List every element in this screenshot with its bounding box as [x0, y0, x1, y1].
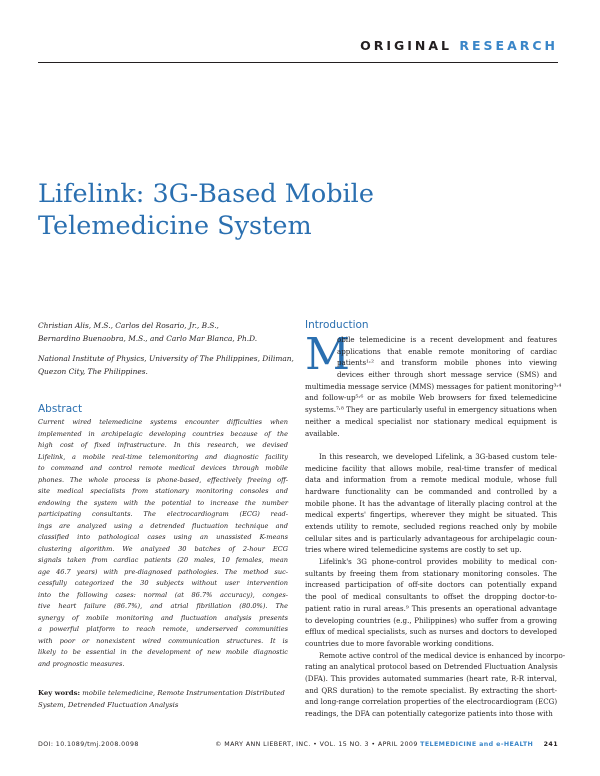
authors-line-2: Bernardino Buenaobra, M.S., and Carlo Mar Blanca, Ph.D.	[38, 333, 258, 343]
introduction-line: mobile phone. It has the advantage of literally placing control at the	[305, 498, 557, 508]
section-label	[360, 38, 558, 53]
abstract-line: participating consultants. The electrocardiogram (ECG) read-	[38, 510, 288, 518]
introduction-line: cellular sites and is particularly advantageous for archipelagic coun-	[305, 533, 557, 543]
introduction-line: and QRS duration) to the remote specialist. By extracting the short-	[305, 685, 557, 695]
introduction-line: multimedia message service (MMS) messages for patient monitoring³˒⁴	[305, 381, 562, 391]
abstract-line: implemented in archipelagic developing countries because of the	[38, 429, 288, 438]
doi[interactable]: DOI: 10.1089/tmj.2008.0098	[38, 741, 139, 748]
abstract-line: phones. The whole process is phone-based, effectively freeing off-	[38, 475, 288, 484]
author-list	[38, 320, 288, 345]
introduction-line: In this research, we developed Lifelink, a 3G-based custom tele-	[319, 451, 557, 461]
header-rule	[38, 62, 558, 63]
section-label-research: RESEARCH	[459, 38, 558, 53]
abstract-line: with poor or nonexistent wired communication structures. It is	[38, 636, 288, 645]
introduction-line: increased participation of off-site doctors can potentially expand	[305, 580, 557, 590]
abstract-line: cessfully categorized the 30 subjects without user intervention	[38, 579, 288, 587]
abstract-line: high cost of fixed infrastructure. In this research, we devised	[38, 441, 288, 449]
authors-line-1: Christian Alis, M.S., Carlos del Rosario, Jr., B.S.,	[38, 321, 219, 330]
introduction-line: systems.⁷˒⁸ They are particularly useful in emergency situations when	[305, 405, 557, 415]
affiliation	[38, 353, 294, 378]
introduction-heading: Introduction	[305, 319, 369, 331]
drop-cap: M	[305, 329, 351, 380]
abstract-line: site medical specialists from stationary monitoring consoles and	[38, 487, 288, 495]
introduction-line: applications that enable remote monitoring of cardiac	[337, 346, 557, 356]
publisher-info: © MARY ANN LIEBERT, INC. • VOL. 15 NO. 3 • APRIL 2009	[215, 741, 418, 748]
introduction-line: medical experts' fingertips, wherever they might be situated. This	[305, 510, 557, 520]
abstract-line: to command and control remote medical devices through mobile	[38, 464, 288, 472]
abstract-line: tive heart failure (86.7%), and atrial fibrillation (80.0%). The	[38, 602, 288, 610]
abstract-line: signals taken from cardiac patients (20 males, 10 females, mean	[38, 556, 288, 564]
introduction-line: neither a medical specialist nor stationary medical equipment is	[305, 416, 557, 426]
page-number: 241	[543, 741, 558, 748]
paragraph-gap	[305, 439, 557, 451]
title-line-1: Lifelink: 3G-Based Mobile	[38, 179, 374, 209]
introduction-line: efflux of medical specialists, such as nurses and doctors to developed	[305, 627, 557, 637]
abstract-line: likely to be essential in the development of new mobile diagnostic	[38, 648, 288, 656]
title-line-2: Telemedicine System	[38, 211, 312, 241]
keywords-line-2: System, Detrended Fluctuation Analysis	[38, 701, 179, 709]
introduction-line: and long-range correlation properties of the electrocardiogram (ECG)	[305, 697, 558, 707]
abstract-line: endowing the system with the potential to increase the number	[38, 498, 288, 507]
abstract-line: and prognostic measures.	[38, 659, 125, 668]
abstract-line: ings are analyzed using a detrended fluctuation technique and	[38, 521, 288, 530]
abstract-body	[38, 417, 288, 670]
abstract-line: synergy of mobile monitoring and fluctuation analysis presents	[38, 613, 288, 622]
introduction-line: Remote active control of the medical device is enhanced by incorpo-	[319, 650, 566, 660]
introduction-line: sultants by freeing them from stationary monitoring consoles. The	[305, 568, 557, 578]
article-title	[38, 178, 498, 242]
keywords	[38, 687, 288, 711]
introduction-line: (DFA). This provides automated summaries (heart rate, R-R interval,	[305, 673, 557, 683]
introduction-line: the pool of medical consultants to offset the dropping doctor-to-	[305, 592, 557, 602]
abstract-line: age 46.7 years) with pre-diagnosed pathologies. The method suc-	[38, 567, 288, 576]
introduction-line: data and information from a remote medical module, whose full	[305, 475, 557, 485]
abstract-heading: Abstract	[38, 403, 83, 415]
introduction-line: and follow-up⁵˒⁶ or as mobile Web browsers for fixed telemedicine	[305, 393, 557, 403]
introduction-line: patient ratio in rural areas.⁹ This presents an operational advantage	[305, 603, 557, 613]
introduction-line: extends utility to remote, secluded regions reached only by mobile	[305, 522, 557, 531]
keywords-label: Key words:	[38, 689, 81, 697]
introduction-line: devices either through short message service (SMS) and	[337, 370, 557, 380]
abstract-line: Current wired telemedicine systems encounter difficulties when	[38, 418, 288, 426]
introduction-line: rating an analytical protocol based on Detrended Fluctuation Analysis	[305, 662, 558, 672]
introduction-line: hardware functionality can be commanded and controlled by a	[305, 486, 557, 496]
abstract-line: into the following cases: normal (at 86.7% accuracy), conges-	[38, 590, 288, 599]
introduction-line: available.	[305, 428, 340, 438]
introduction-line: Lifelink's 3G phone-control provides mobility to medical con-	[319, 557, 557, 567]
abstract-line: Lifelink, a mobile real-time telemonitoring and diagnostic facility	[38, 452, 288, 461]
abstract-line: classified into pathological cases using an unassisted K-means	[38, 533, 288, 541]
introduction-line: medicine facility that allows mobile, real-time transfer of medical	[305, 463, 557, 473]
introduction-line: patients¹˒² and transform mobile phones into viewing	[337, 358, 557, 368]
introduction-line: obile telemedicine is a recent development and features	[337, 335, 557, 344]
affiliation-line-2: Quezon City, The Philippines.	[38, 366, 148, 376]
introduction-line: readings, the DFA can potentially categorize patients into those with	[305, 709, 553, 718]
abstract-line: clustering algorithm. We analyzed 30 batches of 2-hour ECG	[38, 544, 288, 553]
affiliation-line-1: National Institute of Physics, University of The Philippines, Diliman,	[38, 354, 294, 363]
introduction-line: to developing countries (e.g., Philippines) who suffer from a growing	[305, 615, 557, 625]
introduction-body	[305, 329, 566, 720]
introduction-line: countries due to more favorable working conditions.	[305, 638, 494, 648]
abstract-line: a powerful platform to reach remote, underserved communities	[38, 625, 288, 633]
section-label-original: ORIGINAL	[360, 38, 452, 53]
keywords-line-1: mobile telemedicine, Remote Instrumentation Distributed	[82, 689, 285, 697]
introduction-line: tries where wired telemedicine systems are costly to set up.	[305, 545, 522, 555]
journal-name: TELEMEDICINE and e-HEALTH	[420, 741, 534, 748]
